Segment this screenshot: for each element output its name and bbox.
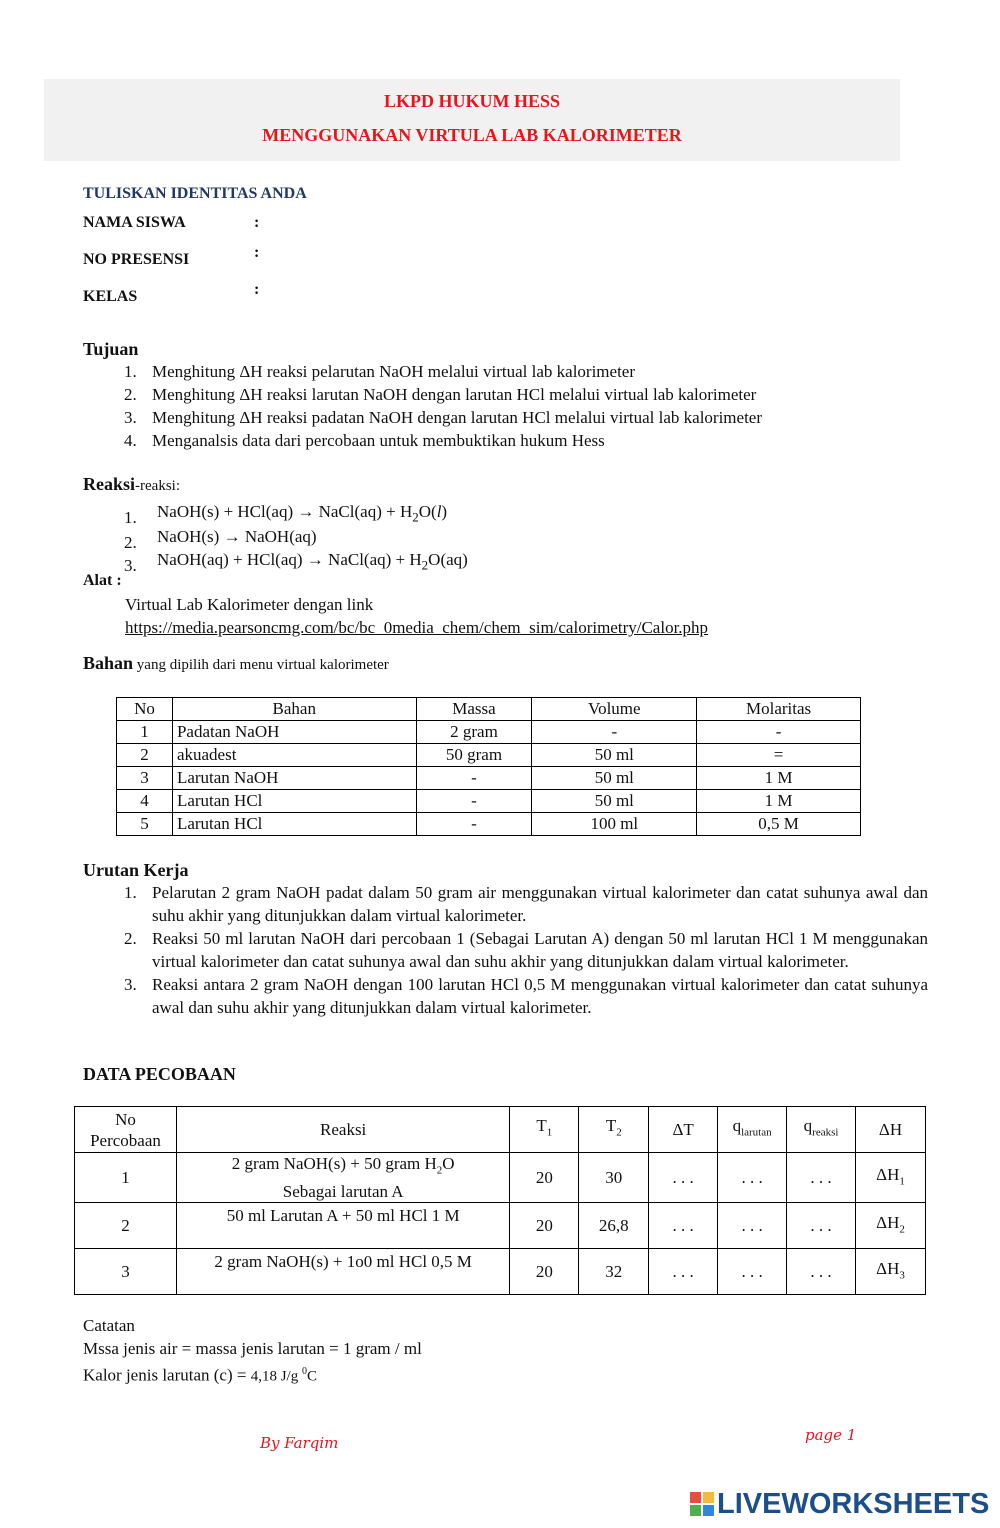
data-pecobaan-table (74, 1106, 926, 1295)
table-row: 3 2 gram NaOH(s) + 1o0 ml HCl 0,5 M 20 32 . . . . . . . . . $\Delta H_3$ (75, 1249, 926, 1295)
liveworksheets-logo-icon (690, 1492, 714, 1516)
table-header-row: No Bahan Massa Volume Molaritas (117, 698, 861, 721)
field-colon-nama: : (254, 214, 260, 231)
table-header-row: No Percobaan Reaksi $T_1$ $T_2$ ΔT $q_{larutan}$ $q_{reaksi}$ ΔH (75, 1107, 926, 1153)
reaksi-item-1: 1. NaOH(s) + HCl(aq) → NaCl(aq) + $H_2O(l)$ (124, 502, 448, 527)
data-pecobaan-heading: DATA PECOBAAN (83, 1064, 236, 1084)
list-item: 1. Menghitung ΔH reaksi pelarutan NaOH melalui virtual lab kalorimeter (124, 362, 636, 381)
page-number: page 1 (805, 1426, 857, 1444)
document-subtitle: MENGGUNAKAN VIRTULA LAB KALORIMETER (262, 125, 682, 145)
bahan-table (116, 697, 861, 836)
table-row: 3 Larutan NaOH - 50 ml 1 M (117, 767, 861, 790)
catatan-line-2: Kalor jenis larutan (c) = 4,18 J/g $^0$C (83, 1365, 317, 1385)
list-item: 1. Pelarutan 2 gram NaOH padat dalam 50 gram air menggunakan virtual kalorimeter dan catat suhunya awal dan suhu akhir yang ditunjukkan dalam virtual kalorimeter. (124, 883, 928, 925)
reaksi-item-2: 2. NaOH(s) → NaOH(aq) (124, 527, 317, 552)
urutan-list (124, 881, 928, 1019)
urutan-heading: Urutan Kerja (83, 860, 189, 880)
list-item: 2. Reaksi 50 ml larutan NaOH dari percobaan 1 (Sebagai Larutan A) dengan 50 ml larutan HCl 1 M menggunakan virtual kalorimeter dan catat suhunya awal dan suhu akhir yang ditunjukkan dalam virtual kalorimeter. (124, 929, 928, 971)
tujuan-heading: Tujuan (83, 339, 139, 359)
field-label-kelas: KELAS (83, 288, 138, 305)
arrow-right-icon: → (297, 502, 315, 521)
document-title: LKPD HUKUM HESS (383, 91, 561, 111)
liveworksheets-brand: LIVEWORKSHEETS (690, 1488, 989, 1521)
identity-heading: TULISKAN IDENTITAS ANDA (83, 185, 307, 202)
table-row: 1 Padatan NaOH 2 gram - - (117, 721, 861, 744)
calorimeter-link[interactable]: https://media.pearsoncmg.com/bc/bc_0media_chem/chem_sim/calorimetry/Calor.php (125, 618, 709, 637)
table-row: 2 akuadest 50 gram 50 ml = (117, 744, 861, 767)
field-colon-kelas: : (254, 281, 260, 298)
table-row: 2 50 ml Larutan A + 50 ml HCl 1 M 20 26,8 . . . . . . . . . $\Delta H_2$ (75, 1203, 926, 1249)
bahan-heading: Bahan yang dipilih dari menu virtual kalorimeter (83, 653, 389, 673)
catatan-line-1: Mssa jenis air = massa jenis larutan = 1 gram / ml (83, 1339, 422, 1358)
list-item: 4. Menganalsis data dari percobaan untuk membuktikan hukum Hess (124, 431, 605, 450)
alat-text: Virtual Lab Kalorimeter dengan link (125, 595, 374, 614)
catatan-heading: Catatan (83, 1316, 135, 1335)
author-credit: By Farqim (260, 1434, 339, 1452)
field-colon-presensi: : (254, 244, 260, 261)
header-banner (44, 79, 900, 161)
table-row: 4 Larutan HCl - 50 ml 1 M (117, 790, 861, 813)
reaksi-item-3: 3. NaOH(aq) + HCl(aq) → NaCl(aq) + $H_2O(aq)$ (124, 550, 468, 575)
field-label-nama: NAMA SISWA (83, 214, 186, 231)
field-label-presensi: NO PRESENSI (83, 251, 190, 268)
list-item: 3. Reaksi antara 2 gram NaOH dengan 100 larutan HCl 0,5 M menggunakan virtual kalorimeter dan catat suhunya awal dan suhu akhir yang ditunjukkan dalam virtual kalorimeter. (124, 975, 928, 1017)
arrow-right-icon: → (306, 550, 324, 569)
reaksi-heading: Reaksi-reaksi: (83, 474, 180, 494)
table-row: 1 2 gram NaOH(s) + 50 gram $H_2O$ Sebagai larutan A 20 30 . . . . . . . . . $\Delta H_1$ (75, 1153, 926, 1203)
arrow-right-icon: → (223, 527, 241, 546)
table-row: 5 Larutan HCl - 100 ml 0,5 M (117, 813, 861, 836)
list-item: 3. Menghitung ΔH reaksi padatan NaOH dengan larutan HCl melalui virtual lab kalorimeter (124, 408, 762, 427)
alat-heading: Alat : (83, 572, 122, 589)
tujuan-list (124, 360, 924, 452)
list-item: 2. Menghitung ΔH reaksi larutan NaOH dengan larutan HCl melalui virtual lab kalorimeter (124, 385, 757, 404)
